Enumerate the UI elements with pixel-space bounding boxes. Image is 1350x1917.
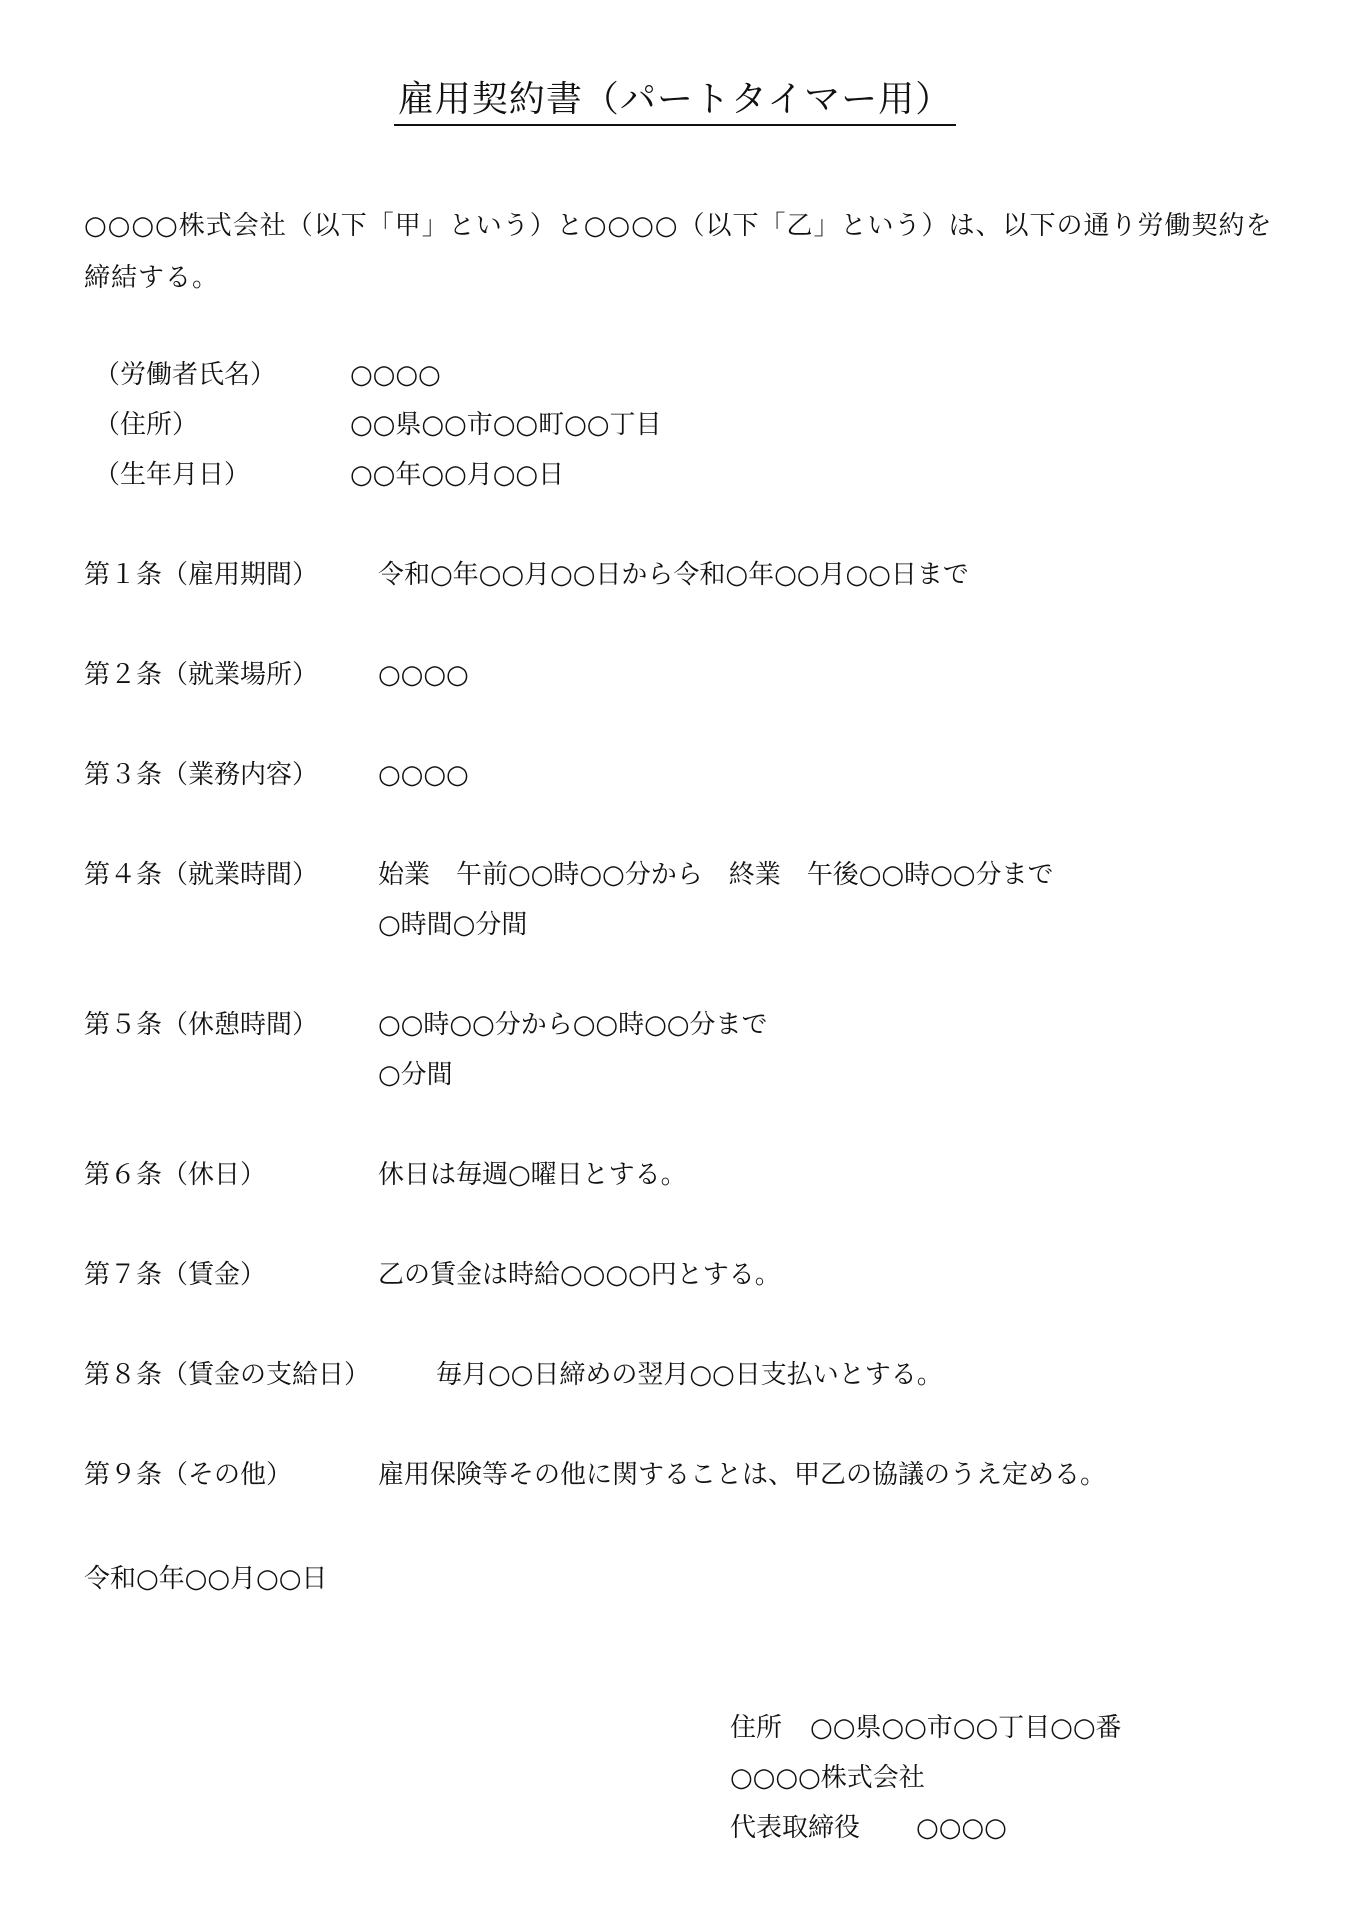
article-8-body (436, 1350, 943, 1400)
article-6-line: 休日は毎週○曜日とする。 (378, 1160, 687, 1190)
employer-rep-label: 代表取締役 (730, 1813, 861, 1843)
worker-address-label: （住所） (94, 410, 199, 440)
article-3-body (378, 750, 469, 800)
employer-company: ○○○○株式会社 (730, 1763, 925, 1793)
article-3-label: 第３条（業務内容） (84, 760, 319, 790)
article-7-body (378, 1250, 781, 1300)
article-8-line: 毎月○○日締めの翌月○○日支払いとする。 (436, 1360, 943, 1390)
article-9-body (378, 1450, 1106, 1500)
document-title: 雇用契約書（パートタイマー用） (394, 76, 956, 126)
intro-paragraph: ○○○○株式会社（以下「甲」という）と○○○○（以下「乙」という）は、以下の通り労働契約を締結する。 (84, 211, 1273, 293)
article-4-line-1: 始業 午前○○時○○分から 終業 午後○○時○○分まで (378, 860, 1054, 890)
article-7-line: 乙の賃金は時給○○○○円とする。 (378, 1260, 781, 1290)
article-4-line-2: ○時間○分間 (378, 910, 528, 940)
article-6-body (378, 1150, 687, 1200)
worker-name-label: （労働者氏名） (94, 360, 277, 390)
article-5-label: 第５条（休憩時間） (84, 1010, 319, 1040)
article-2-body (378, 650, 469, 700)
worker-address-value: ○○県○○市○○町○○丁目 (350, 410, 662, 440)
worker-birthdate-value: ○○年○○月○○日 (350, 460, 565, 490)
article-9-line: 雇用保険等その他に関することは、甲乙の協議のうえ定める。 (378, 1460, 1107, 1490)
article-4-label: 第４条（就業時間） (84, 860, 319, 890)
article-9-label: 第９条（その他） (84, 1460, 293, 1490)
employer-rep-line (730, 1803, 1122, 1853)
article-2-line: ○○○○ (378, 660, 469, 690)
article-1-label: 第１条（雇用期間） (84, 560, 319, 590)
employer-address-line (730, 1703, 1122, 1753)
document-title-block (0, 74, 1350, 126)
article-1-body (378, 550, 969, 600)
employer-company-line (730, 1753, 1122, 1803)
article-5-line-1: ○○時○○分から○○時○○分まで (378, 1010, 768, 1040)
employer-address-label: 住所 (730, 1713, 783, 1743)
article-5-body (378, 1000, 768, 1100)
article-4-body (378, 850, 1054, 950)
article-2-label: 第２条（就業場所） (84, 660, 319, 690)
employer-address-value: ○○県○○市○○丁目○○番 (810, 1713, 1122, 1743)
employer-rep-value: ○○○○ (916, 1813, 1007, 1843)
worker-birthdate-label: （生年月日） (94, 460, 251, 490)
article-8-label: 第８条（賃金の支給日） (84, 1360, 371, 1390)
contract-date: 令和○年○○月○○日 (84, 1564, 328, 1594)
article-3-line: ○○○○ (378, 760, 469, 790)
article-7-label: 第７条（賃金） (84, 1260, 267, 1290)
article-6-label: 第６条（休日） (84, 1160, 267, 1190)
article-1-line: 令和○年○○月○○日から令和○年○○月○○日まで (378, 560, 969, 590)
employer-block (730, 1703, 1122, 1853)
article-5-line-2: ○分間 (378, 1060, 453, 1090)
worker-name-value: ○○○○ (350, 360, 441, 390)
